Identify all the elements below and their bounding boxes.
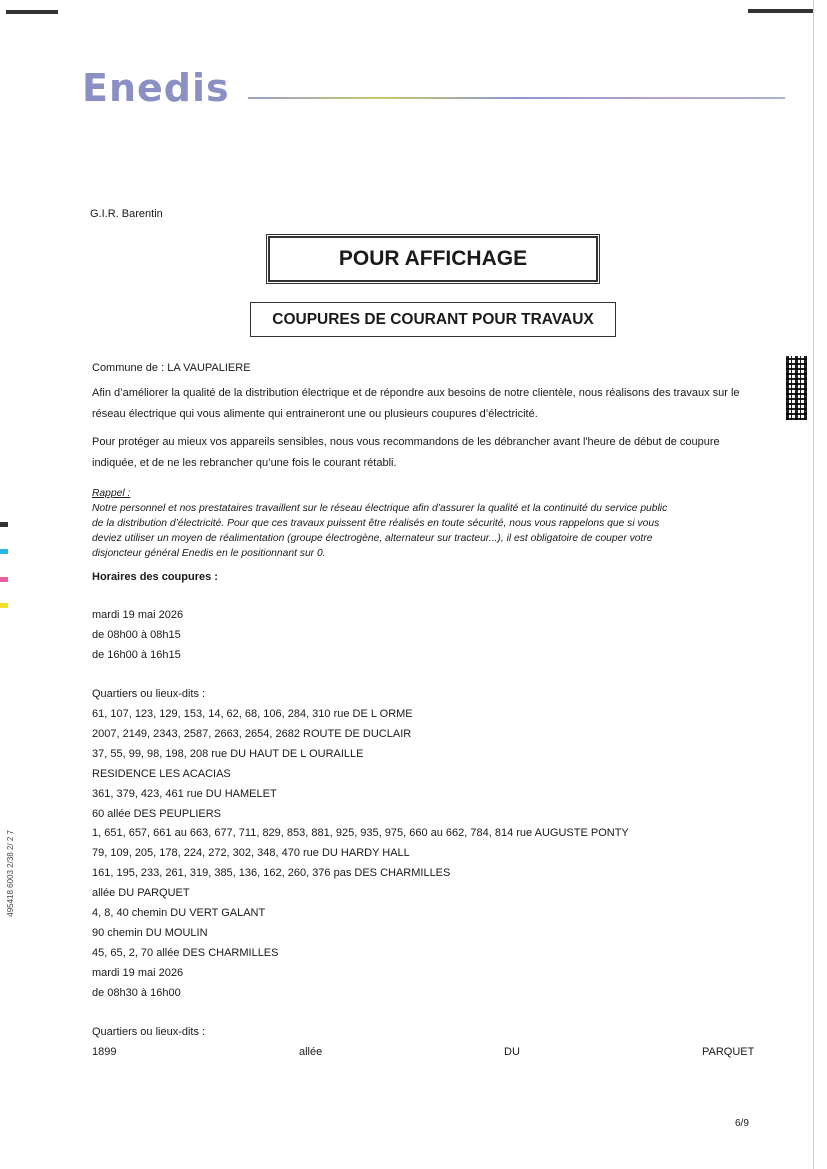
reminder-block [92, 486, 762, 561]
place-item: 361, 379, 423, 461 rue DU HAMELET [92, 788, 277, 800]
place-type: allée [299, 1046, 323, 1058]
title-primary: POUR AFFICHAGE [338, 247, 528, 270]
outage2-slot: de 08h30 à 16h00 [92, 987, 181, 999]
commune-line: Commune de : LA VAUPALIERE [92, 362, 251, 374]
place-item: 60 allée DES PEUPLIERS [92, 808, 222, 820]
place-item: 61, 107, 123, 129, 153, 14, 62, 68, 106, 284, 310 rue DE L ORME [92, 708, 413, 720]
printer-mark-magenta [0, 577, 8, 582]
place-item: 2007, 2149, 2343, 2587, 2663, 2654, 2682 ROUTE DE DUCLAIR [92, 728, 412, 740]
crop-mark-top-left [6, 10, 58, 14]
outage1-places-label: Quartiers ou lieux-dits : [92, 688, 206, 700]
crop-mark-top-right [748, 9, 814, 13]
printer-mark-yellow [0, 603, 8, 608]
reminder-line: de la distribution d’électricité. Pour que ces travaux puissent être réalisés en toute sécurité, nous vous rappelons que si vous [92, 518, 660, 529]
place-item: 79, 109, 205, 178, 224, 272, 302, 348, 470 rue DU HARDY HALL [92, 847, 410, 859]
title-secondary: COUPURES DE COURANT POUR TRAVAUX [272, 310, 594, 328]
reminder-line: disjoncteur général Enedis en le positionnant sur 0. [92, 548, 326, 559]
reminder-line: Notre personnel et nos prestataires travaillent sur le réseau électrique afin d’assurer la qualité et la continuité du service public [92, 503, 668, 514]
schedule-heading: Horaires des coupures : [92, 571, 218, 583]
printer-mark-cyan [0, 549, 8, 554]
scan-edge-line [813, 0, 814, 1169]
place-item: 45, 65, 2, 70 allée DES CHARMILLES [92, 947, 279, 959]
sender-label: G.I.R. Barentin [90, 208, 163, 220]
outage2-date: mardi 19 mai 2026 [92, 967, 184, 979]
reminder-label: Rappel : [92, 488, 131, 499]
outage1-slot: de 16h00 à 16h15 [92, 649, 181, 661]
place-number: 1899 [92, 1046, 117, 1058]
title-box-secondary [250, 302, 616, 337]
place-item: allée DU PARQUET [92, 887, 190, 899]
side-print-code: 495418 6003 2/38 2/ 2 7 [6, 830, 15, 917]
reminder-line: deviez utiliser un moyen de réalimentation (groupe électrogène, alternateur sur tracteur...), il est obligatoire de couper votre [92, 533, 653, 544]
logo-rule [248, 97, 785, 99]
outage1-date: mardi 19 mai 2026 [92, 609, 184, 621]
place-item: 90 chemin DU MOULIN [92, 927, 208, 939]
intro-paragraph: Afin d’améliorer la qualité de la distribution électrique et de répondre aux besoins de notre clientèle, nous réalisons des travaux sur le réseau électrique qui vous alimente qui entraineront une ou plusieurs coupures d’électricité. [92, 387, 740, 420]
datamatrix-code [786, 356, 807, 420]
advice-paragraph: Pour protéger au mieux vos appareils sensibles, nous vous recommandons de les débrancher avant l'heure de début de coupure indiquée, et de ne les rebrancher qu’une fois le courant rétabli. [92, 436, 720, 469]
place-article: DU [504, 1046, 520, 1058]
enedis-logo: Enedis [82, 66, 230, 110]
title-box-primary [268, 236, 598, 282]
place-item: 1, 651, 657, 661 au 663, 677, 711, 829, 853, 881, 925, 935, 975, 660 au 662, 784, 814 rue AUGUSTE PONTY [92, 827, 629, 839]
outage1-slot: de 08h00 à 08h15 [92, 629, 181, 641]
page-number: 6/9 [735, 1118, 749, 1129]
place-name: PARQUET [702, 1046, 755, 1058]
outage2-places-label: Quartiers ou lieux-dits : [92, 1026, 206, 1038]
place-item: 37, 55, 99, 98, 198, 208 rue DU HAUT DE L OURAILLE [92, 748, 364, 760]
printer-mark-black [0, 522, 8, 527]
place-item: 161, 195, 233, 261, 319, 385, 136, 162, 260, 376 pas DES CHARMILLES [92, 867, 451, 879]
place-item: 4, 8, 40 chemin DU VERT GALANT [92, 907, 266, 919]
place-item: RESIDENCE LES ACACIAS [92, 768, 231, 780]
